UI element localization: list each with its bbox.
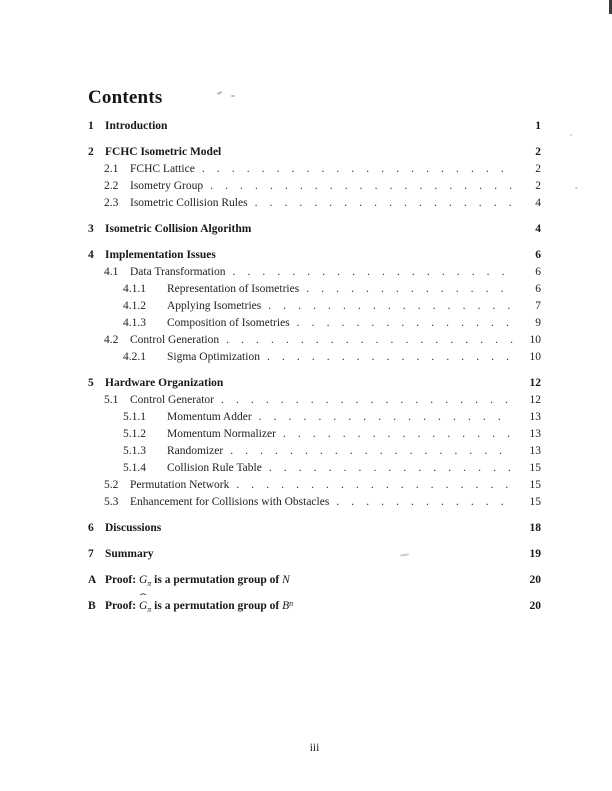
entry-title: Implementation Issues — [105, 249, 216, 261]
toc-entry-4.2 — [88, 332, 541, 349]
entry-number: 2.1 — [104, 163, 119, 175]
entry-title: Control Generation — [130, 334, 220, 346]
entry-number: 3 — [88, 223, 94, 235]
page-title: Contents — [88, 87, 163, 108]
dot-leader — [255, 195, 513, 212]
entry-number: 2.2 — [104, 180, 119, 192]
dot-leader — [283, 426, 513, 443]
toc-entry-5.3 — [88, 494, 541, 511]
toc-entry-5.2 — [88, 477, 541, 494]
entry-number: 4 — [88, 249, 94, 261]
entry-title-segment: π — [147, 578, 152, 588]
entry-number: 5.3 — [104, 496, 119, 508]
entry-number: 2 — [88, 146, 94, 158]
entry-page-number: 20 — [529, 574, 541, 586]
entry-title: FCHC Isometric Model — [105, 146, 222, 158]
dot-leader — [269, 460, 513, 477]
entry-title: Data Transformation — [130, 266, 226, 278]
text-block — [88, 88, 541, 615]
dot-leader — [226, 332, 513, 349]
entry-title: Collision Rule Table — [167, 462, 262, 474]
toc-entry-5.1 — [88, 392, 541, 409]
entry-title-segment: G — [138, 574, 148, 586]
entry-page-number: 19 — [529, 548, 541, 560]
dot-leader — [336, 494, 513, 511]
dot-leader — [297, 315, 513, 332]
entry-title: Isometry Group — [130, 180, 204, 192]
entry-title-segment: B — [282, 600, 290, 612]
toc-entry-B — [88, 592, 541, 615]
entry-title-segment: Proof: — [105, 600, 139, 612]
entry-title-segment: Proof: — [105, 574, 139, 586]
toc-entry-2.2 — [88, 178, 541, 195]
entry-page-number: 20 — [529, 600, 541, 612]
toc-entry-5 — [88, 375, 541, 392]
entry-page-number: 18 — [529, 522, 541, 534]
entry-page-number: 10 — [529, 351, 541, 363]
dot-leader — [221, 392, 513, 409]
dot-leader — [233, 264, 513, 281]
toc-entry-A — [88, 572, 541, 589]
toc-entry-4.1 — [88, 264, 541, 281]
entry-page-number: 9 — [535, 317, 541, 329]
entry-number: A — [88, 574, 97, 586]
toc-entry-4.1.3 — [88, 315, 541, 332]
entry-page-number: 2 — [535, 163, 541, 175]
entry-page-number: 13 — [529, 411, 541, 423]
toc-entry-6 — [88, 520, 541, 537]
hat-accent-icon: ˆ — [139, 592, 147, 602]
entry-number: 5 — [88, 377, 94, 389]
page-number-footer: iii — [309, 742, 320, 754]
entry-title: Control Generator — [130, 394, 214, 406]
entry-number: 5.1 — [104, 394, 119, 406]
entry-number: 4.2.1 — [123, 351, 146, 363]
toc-entry-2.3 — [88, 195, 541, 212]
toc-entry-4.2.1 — [88, 349, 541, 366]
entry-title: Isometric Collision Algorithm — [105, 223, 252, 235]
toc-entry-1 — [88, 118, 541, 135]
entry-title-segment: π — [147, 604, 152, 614]
entry-number: 1 — [88, 120, 94, 132]
entry-title: Momentum Normalizer — [167, 428, 276, 440]
dot-leader — [210, 178, 513, 195]
entry-title: Hardware Organization — [105, 377, 224, 389]
entry-title: Summary — [105, 548, 154, 560]
entry-title: Enhancement for Collisions with Obstacles — [130, 496, 330, 508]
entry-page-number: 2 — [535, 146, 541, 158]
toc-entry-7 — [88, 546, 541, 563]
entry-title — [105, 572, 290, 589]
toc-entry-5.1.1 — [88, 409, 541, 426]
scan-artifact — [570, 134, 572, 136]
entry-title: Applying Isometries — [167, 300, 262, 312]
entry-title: FCHC Lattice — [130, 163, 195, 175]
entry-title-segment: n — [289, 598, 294, 608]
toc-entry-3 — [88, 221, 541, 238]
entry-number: 4.2 — [104, 334, 119, 346]
entry-title: Sigma Optimization — [167, 351, 260, 363]
entry-number: 5.1.4 — [123, 462, 146, 474]
entry-page-number: 1 — [535, 120, 541, 132]
entry-title: Discussions — [105, 522, 162, 534]
entry-title — [105, 592, 294, 615]
toc-entry-2.1 — [88, 161, 541, 178]
entry-page-number: 13 — [529, 445, 541, 457]
dot-leader — [268, 298, 513, 315]
entry-number: B — [88, 600, 96, 612]
entry-page-number: 6 — [535, 266, 541, 278]
entry-page-number: 13 — [529, 428, 541, 440]
entry-number: 4.1.2 — [123, 300, 146, 312]
entry-title: Introduction — [105, 120, 168, 132]
entry-number: 5.1.3 — [123, 445, 146, 457]
entry-page-number: 15 — [529, 496, 541, 508]
entry-title: Composition of Isometries — [167, 317, 290, 329]
dot-leader — [230, 443, 513, 460]
entry-page-number: 12 — [529, 377, 541, 389]
toc-list — [88, 118, 541, 615]
entry-number: 7 — [88, 548, 94, 560]
entry-number: 2.3 — [104, 197, 119, 209]
dot-leader — [259, 409, 513, 426]
entry-number: 5.2 — [104, 479, 119, 491]
entry-page-number: 7 — [535, 300, 541, 312]
entry-number: 4.1.1 — [123, 283, 146, 295]
entry-title-segment: is a permutation group of — [151, 574, 283, 586]
entry-page-number: 6 — [535, 283, 541, 295]
entry-title: Representation of Isometries — [167, 283, 300, 295]
entry-page-number: 12 — [529, 394, 541, 406]
entry-page-number: 4 — [535, 223, 541, 235]
dot-leader — [306, 281, 513, 298]
entry-number: 5.1.2 — [123, 428, 146, 440]
dot-leader — [267, 349, 513, 366]
toc-entry-5.1.2 — [88, 426, 541, 443]
entry-page-number: 15 — [529, 479, 541, 491]
toc-entry-4.1.1 — [88, 281, 541, 298]
entry-page-number: 6 — [535, 249, 541, 261]
toc-entry-5.1.4 — [88, 460, 541, 477]
entry-number: 4.1 — [104, 266, 119, 278]
entry-number: 5.1.1 — [123, 411, 146, 423]
toc-entry-5.1.3 — [88, 443, 541, 460]
entry-title-segment: N — [282, 574, 290, 586]
entry-number: 4.1.3 — [123, 317, 146, 329]
toc-entry-2 — [88, 144, 541, 161]
entry-title-segment: G — [138, 600, 148, 612]
dot-leader — [202, 161, 513, 178]
entry-page-number: 15 — [529, 462, 541, 474]
entry-page-number: 10 — [529, 334, 541, 346]
scan-artifact — [575, 187, 578, 189]
entry-number: 6 — [88, 522, 94, 534]
entry-page-number: 2 — [535, 180, 541, 192]
entry-title: Permutation Network — [130, 479, 230, 491]
entry-title: Isometric Collision Rules — [130, 197, 248, 209]
entry-title-segment: is a permutation group of — [151, 600, 283, 612]
dot-leader — [236, 477, 513, 494]
entry-title: Randomizer — [167, 445, 224, 457]
toc-entry-4 — [88, 247, 541, 264]
entry-page-number: 4 — [535, 197, 541, 209]
toc-entry-4.1.2 — [88, 298, 541, 315]
entry-title: Momentum Adder — [167, 411, 252, 423]
